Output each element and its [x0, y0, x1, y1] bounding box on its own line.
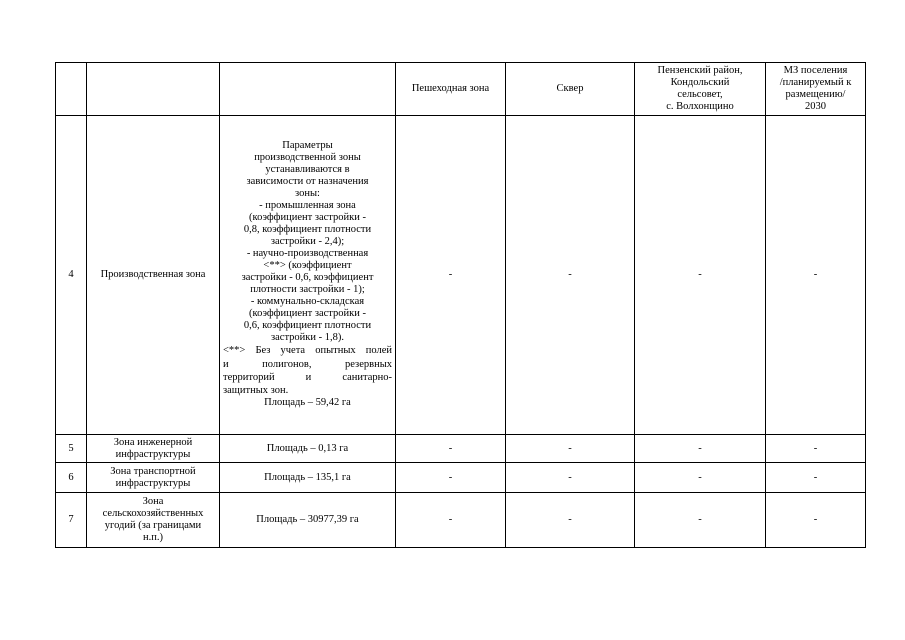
- header-location-line: с. Волхонщино: [666, 101, 734, 112]
- pedestrian-value: -: [396, 116, 506, 435]
- param-line: плотности застройки - 1);: [250, 284, 365, 296]
- zone-name-line: н.п.): [143, 532, 163, 543]
- header-mz-line: 2030: [805, 101, 826, 112]
- table-row: [56, 435, 866, 463]
- zone-name-line: инфраструктуры: [115, 448, 191, 460]
- area-value: Площадь – 30977,39 га: [220, 493, 396, 548]
- zone-name-line: Зона транспортной: [110, 465, 196, 477]
- param-line: (коэффициент застройки -: [249, 308, 366, 320]
- table-row: [56, 493, 866, 548]
- header-params-cell: [220, 63, 396, 116]
- zone-name-line: Зона инженерной: [113, 436, 193, 448]
- param-line: 0,8, коэффициент плотности: [243, 224, 372, 236]
- param-line: - коммунально-складская: [250, 296, 365, 308]
- pedestrian-value: -: [396, 463, 506, 493]
- param-line: зоны:: [295, 188, 320, 200]
- header-location-line: сельсовет,: [677, 89, 723, 100]
- header-location-line: Кондольский: [670, 77, 730, 88]
- area-value: Площадь – 0,13 га: [220, 435, 396, 463]
- param-line: (коэффициент застройки -: [249, 212, 366, 224]
- location-value: -: [635, 493, 766, 548]
- header-mz: [766, 63, 866, 116]
- header-num-cell: [56, 63, 87, 116]
- zone-name: Производственная зона: [87, 116, 220, 435]
- pedestrian-value: -: [396, 435, 506, 463]
- table-row: [56, 116, 866, 435]
- param-line: производственной зоны: [254, 152, 361, 164]
- mz-value: -: [766, 116, 866, 435]
- param-line: 0,6, коэффициент плотности: [243, 320, 372, 332]
- footnote-line: <**> Без учета опытных полей: [223, 345, 392, 357]
- row-number: 6: [56, 463, 87, 493]
- location-value: -: [635, 463, 766, 493]
- zone-name-line: инфраструктуры: [115, 477, 191, 489]
- mz-value: -: [766, 463, 866, 493]
- square-value: -: [506, 116, 635, 435]
- pedestrian-value: -: [396, 493, 506, 548]
- zone-parameters: [220, 116, 396, 435]
- footnote-line: территорий и санитарно-: [223, 372, 392, 384]
- footnote-line: защитных зон.: [223, 384, 289, 396]
- header-pedestrian: Пешеходная зона: [396, 63, 506, 116]
- location-value: -: [635, 435, 766, 463]
- zones-table: [55, 62, 866, 548]
- param-line: <**> (коэффициент: [263, 260, 352, 272]
- row-number: 5: [56, 435, 87, 463]
- header-location: [635, 63, 766, 116]
- zone-name-line: сельскохозяйственных: [102, 508, 204, 519]
- param-line: - промышленная зона: [259, 200, 356, 212]
- header-mz-line: размещению/: [785, 89, 846, 100]
- header-mz-line: МЗ поселения: [783, 65, 848, 76]
- area-value: Площадь – 59,42 га: [264, 397, 351, 409]
- row-number: 7: [56, 493, 87, 548]
- param-line: Параметры: [282, 140, 333, 152]
- param-line: устанавливаются в: [265, 164, 350, 176]
- param-line: застройки - 1,8).: [270, 332, 345, 344]
- zone-name-line: угодий (за границами: [104, 520, 202, 531]
- mz-value: -: [766, 435, 866, 463]
- zone-name-line: Зона: [142, 496, 164, 507]
- header-square: Сквер: [506, 63, 635, 116]
- square-value: -: [506, 463, 635, 493]
- header-location-line: Пензенский район,: [657, 65, 743, 76]
- location-value: -: [635, 116, 766, 435]
- param-line: - научно-производственная: [246, 248, 369, 260]
- mz-value: -: [766, 493, 866, 548]
- param-line: застройки - 2,4);: [270, 236, 345, 248]
- table-row: [56, 463, 866, 493]
- header-mz-line: /планируемый к: [779, 77, 852, 88]
- zone-name: [87, 435, 220, 463]
- square-value: -: [506, 493, 635, 548]
- area-value: Площадь – 135,1 га: [220, 463, 396, 493]
- footnote-line: и полигонов, резервных: [223, 358, 392, 370]
- header-zone-cell: [87, 63, 220, 116]
- param-line: застройки - 0,6, коэффициент: [241, 272, 374, 284]
- zone-name: [87, 493, 220, 548]
- square-value: -: [506, 435, 635, 463]
- zone-name: [87, 463, 220, 493]
- row-number: 4: [56, 116, 87, 435]
- param-line: зависимости от назначения: [246, 176, 369, 188]
- header-row: [56, 63, 866, 116]
